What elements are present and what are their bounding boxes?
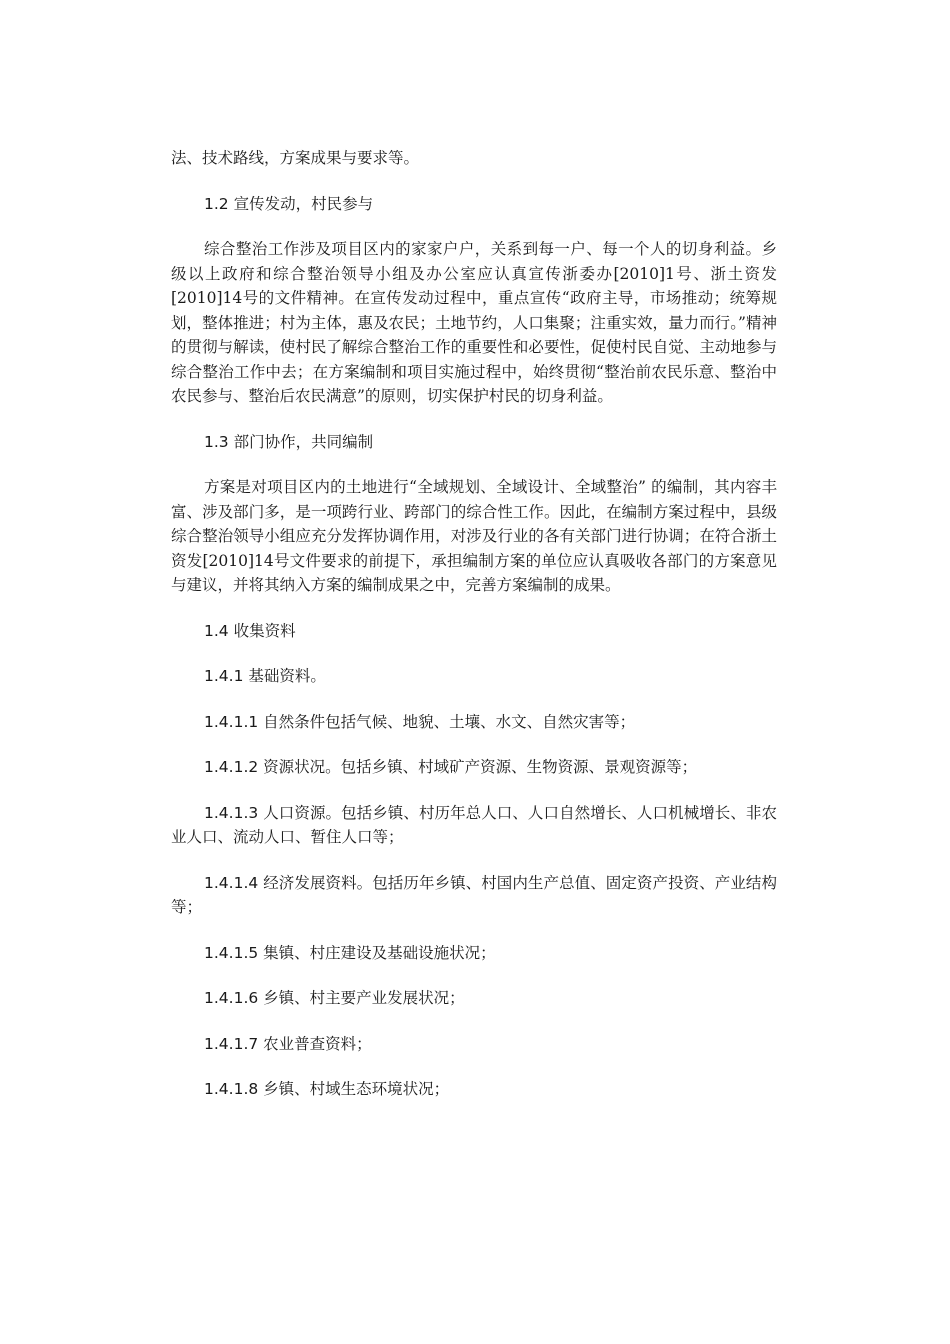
section-number: 1.2 xyxy=(204,194,229,213)
item-text: 自然条件包括气候、地貌、土壤、水文、自然灾害等； xyxy=(258,712,636,731)
item-number: 1.4.1.8 xyxy=(204,1080,259,1098)
section-number: 1.4.1 xyxy=(204,667,244,685)
item-number: 1.4.1.2 xyxy=(204,758,259,776)
list-item-1-4-1-7 xyxy=(171,1032,777,1057)
item-text: 集镇、村庄建设及基础设施状况； xyxy=(258,943,496,962)
item-number: 1.4.1.5 xyxy=(204,943,259,962)
list-item-1-4-1-2 xyxy=(171,755,777,780)
list-item-1-4-1-4 xyxy=(171,871,777,920)
document-page xyxy=(171,146,777,1123)
paragraph-text: 方案是对项目区内的土地进行“全域规划、全域设计、全域整治” 的编制，其内容丰富、涉及部门多，是一项跨行业、跨部门的综合性工作。因此，在编制方案过程中，县级综合整治领导小组应充分发挥协调作用，对涉及行业的各有关部门进行协调；在符合浙土资发[2010]14号文件要求的前提下，承担编制方案的单位应认真吸收各部门的方案意见与建议，并将其纳入方案的编制成果之中，完善方案编制的成果。 xyxy=(171,478,777,594)
item-text: 农业普查资料； xyxy=(258,1034,372,1053)
section-heading-1-4 xyxy=(171,619,777,644)
section-number: 1.3 xyxy=(204,432,229,451)
item-text: 乡镇、村主要产业发展状况； xyxy=(258,989,465,1007)
item-number: 1.4.1.4 xyxy=(204,873,259,892)
list-item-1-4-1-1 xyxy=(171,710,777,735)
item-text: 经济发展资料。包括历年乡镇、村国内生产总值、固定资产投资、产业结构等； xyxy=(171,873,777,916)
item-number: 1.4.1.1 xyxy=(204,712,259,731)
list-item-1-4-1-5 xyxy=(171,941,777,966)
paragraph-1-3-body xyxy=(171,475,777,598)
item-text: 乡镇、村域生态环境状况； xyxy=(258,1080,450,1098)
section-number: 1.4 xyxy=(204,621,229,640)
item-number: 1.4.1.7 xyxy=(204,1034,259,1053)
paragraph-text: 法、技术路线，方案成果与要求等。 xyxy=(171,149,420,167)
paragraph-intro-tail xyxy=(171,146,777,171)
paragraph-text: 综合整治工作涉及项目区内的家家户户，关系到每一户、每一个人的切身利益。乡级以上政府和综合整治领导小组及办公室应认真宣传浙委办[2010]1号、浙土资发[2010]14号的文件精神。在宣传发动过程中，重点宣传“政府主导，市场推动；统筹规划，整体推进；村为主体，惠及农民；土地节约，人口集聚；注重实效，量力而行。”精神的贯彻与解读，使村民了解综合整治工作的重要性和必要性，促使村民自觉、主动地参与综合整治工作中去；在方案编制和项目实施过程中，始终贯彻“整治前农民乐意、整治中农民参与、整治后农民满意”的原则，切实保护村民的切身利益。 xyxy=(171,240,777,405)
item-number: 1.4.1.6 xyxy=(204,989,259,1007)
section-title: 收集资料 xyxy=(228,621,296,640)
section-title: 基础资料。 xyxy=(243,667,326,685)
list-item-1-4-1-6 xyxy=(171,986,777,1011)
paragraph-1-2-body xyxy=(171,237,777,409)
item-text: 人口资源。包括乡镇、村历年总人口、人口自然增长、人口机械增长、非农业人口、流动人口、暂住人口等； xyxy=(171,803,777,846)
section-title: 宣传发动，村民参与 xyxy=(228,194,374,213)
list-item-1-4-1-8 xyxy=(171,1077,777,1102)
section-title: 部门协作，共同编制 xyxy=(228,432,374,451)
section-heading-1-2 xyxy=(171,192,777,217)
list-item-1-4-1-3 xyxy=(171,801,777,850)
subsection-1-4-1 xyxy=(171,664,777,689)
item-text: 资源状况。包括乡镇、村域矿产资源、生物资源、景观资源等； xyxy=(258,758,698,776)
item-number: 1.4.1.3 xyxy=(204,803,259,822)
section-heading-1-3 xyxy=(171,430,777,455)
